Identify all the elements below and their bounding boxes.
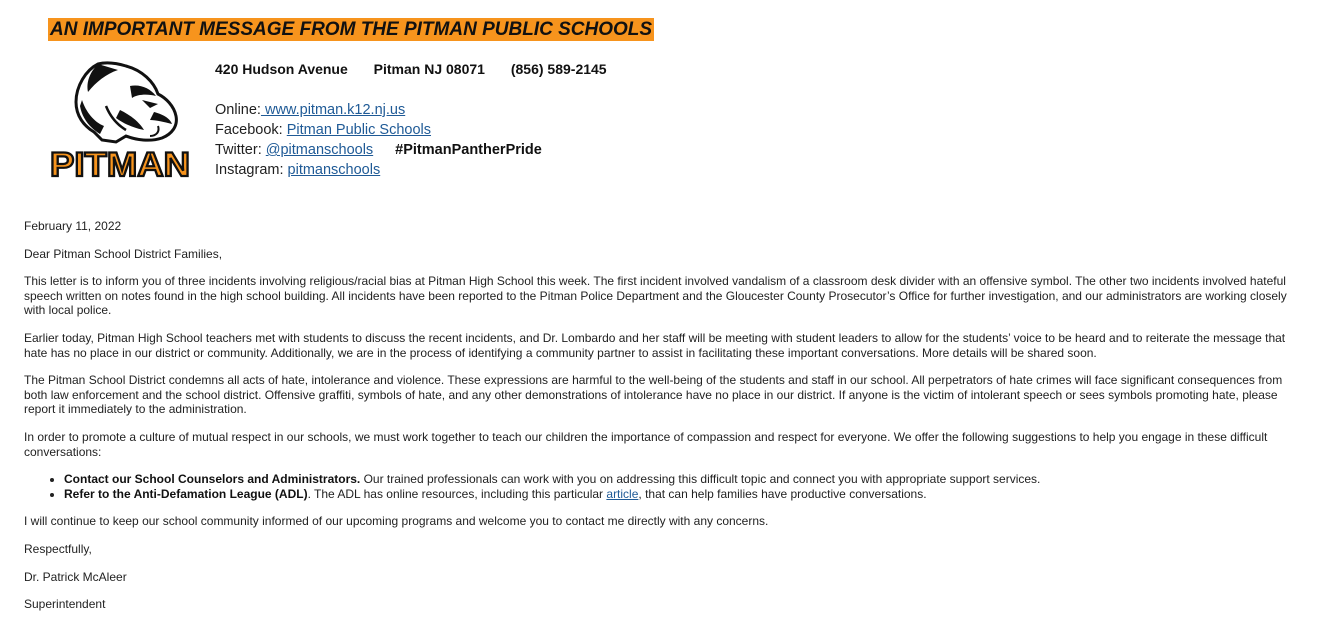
address-line: [215, 60, 629, 78]
paragraph-condemnation: The Pitman School District condemns all acts of hate, intolerance and violence. These expressions are harmful to the well-being of the students and staff in our school. All perpetrators of hate crimes will face significant consequences from both law enforcement and the school district. Offensive graffiti, symbols of hate, and any other demonstrations of intolerance have no place in our district. If anyone is the victim of intolerant speech or sees symbols promoting hate, please report it immediately to the administration.: [24, 373, 1283, 417]
panther-head-icon: [46, 60, 194, 182]
paragraph-meetings: Earlier today, Pitman High School teachers met with students to discuss the recent incidents, and Dr. Lombardo and her staff will be meeting with student leaders to allow for the students’ voice to be heard and to reiterate the message that hate has no place in our district or community. Additionally, we are in the process of identifying a community partner to assist in facilitating these important conversations. More details will be shared soon.: [24, 330, 1286, 360]
bullet-heading: Refer to the Anti-Defamation League (ADL): [64, 486, 308, 501]
signer-name: Dr. Patrick McAleer: [24, 569, 127, 584]
facebook-label: Facebook:: [215, 122, 287, 138]
signer-title: Superintendent: [24, 597, 106, 612]
letter-date: February 11, 2022: [24, 219, 122, 233]
letter-greeting: Dear Pitman School District Families,: [24, 246, 223, 261]
letter-closing: Respectfully,: [24, 541, 92, 556]
logo-wordmark: PITMAN: [50, 146, 190, 182]
facebook-link[interactable]: Pitman Public Schools: [286, 122, 432, 138]
pitman-panther-logo: [46, 60, 194, 182]
social-links: [215, 100, 629, 180]
instagram-link[interactable]: pitmanschools: [287, 162, 381, 178]
instagram-row: [215, 160, 629, 180]
phone-number: (856) 589-2145: [510, 61, 607, 77]
message-banner: AN IMPORTANT MESSAGE FROM THE PITMAN PUBLIC SCHOOLS: [50, 19, 653, 40]
online-label: Online:: [215, 102, 261, 118]
contact-block: [215, 60, 629, 180]
hashtag: #PitmanPantherPride: [395, 142, 542, 158]
bullet-text: Our trained professionals can work with you on addressing this difficult topic and connect you with appropriate support services.: [360, 472, 1041, 487]
twitter-label: Twitter:: [215, 142, 266, 158]
paragraph-suggestions-intro: In order to promote a culture of mutual respect in our schools, we must work together to teach our children the importance of compassion and respect for everyone. We offer the following suggestions to help you engage in these difficult conversations:: [24, 429, 1268, 459]
bullet-heading: Contact our School Counselors and Administrators.: [64, 472, 361, 487]
paragraph-incidents: This letter is to inform you of three incidents involving religious/racial bias at Pitman High School this week. The first incident involved vandalism of a classroom desk divider with an offensive symbol. The other two incidents involved hateful speech written on notes found in the high school building. All incidents have been reported to the Pitman Police Department and the Gloucester County Prosecutor’s Office for further investigation, and our administrators are working closely with local police.: [24, 274, 1287, 318]
instagram-label: Instagram:: [215, 162, 288, 178]
online-row: [215, 100, 629, 120]
bullet-text-after: , that can help families have productive conversations.: [638, 486, 927, 501]
letter-body: [24, 219, 1294, 625]
twitter-link[interactable]: @pitmanschools: [265, 142, 374, 158]
facebook-row: [215, 120, 629, 140]
website-link[interactable]: www.pitman.k12.nj.us: [260, 102, 406, 118]
twitter-row: [215, 140, 629, 160]
paragraph-closing-note: I will continue to keep our school community informed of our upcoming programs and welcome you to contact me directly with any concerns.: [24, 514, 769, 529]
list-item: [64, 487, 1294, 502]
suggestions-list: [24, 472, 1294, 501]
street-address: 420 Hudson Avenue: [215, 61, 348, 77]
city-state-zip: Pitman NJ 08071: [373, 61, 485, 77]
list-item: [64, 472, 1294, 487]
adl-article-link[interactable]: article: [606, 486, 639, 501]
bullet-text: . The ADL has online resources, including this particular: [307, 486, 607, 501]
